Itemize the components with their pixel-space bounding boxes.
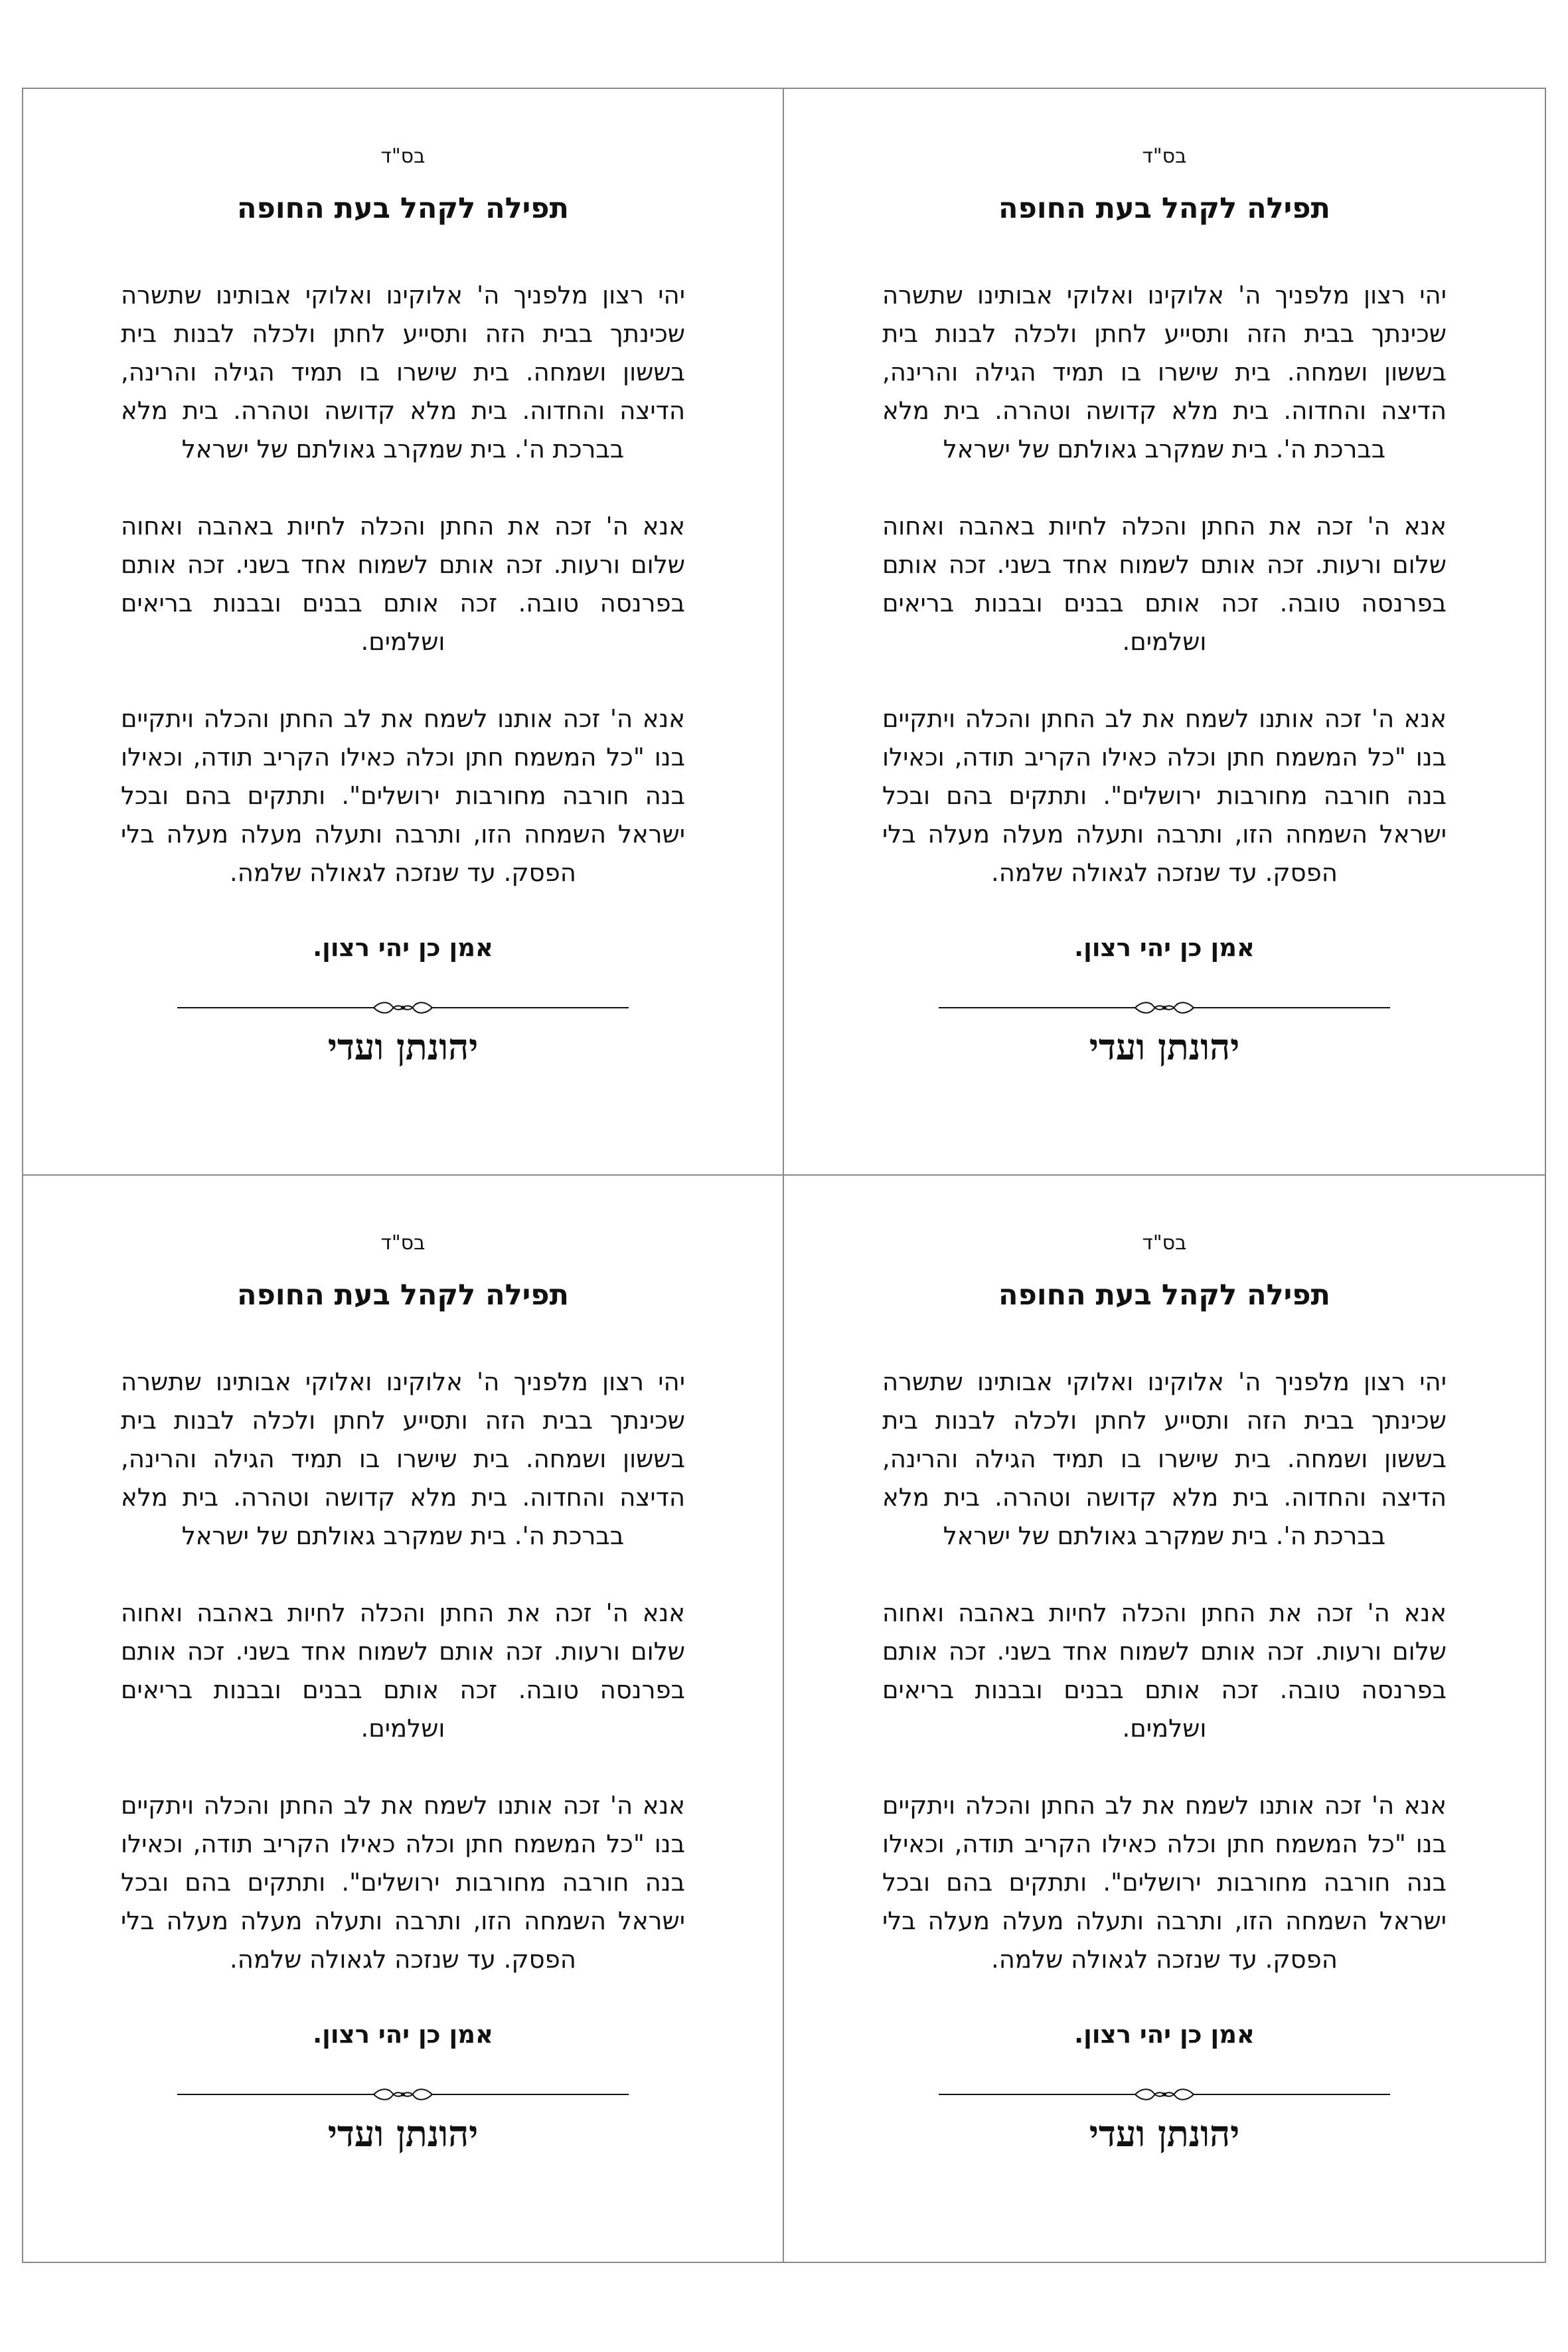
prayer-card-bottom-right bbox=[784, 1176, 1545, 2262]
amen-line: אמן כן יהי רצון. bbox=[1074, 933, 1255, 962]
couple-names: יהונתן ועדי bbox=[327, 2112, 479, 2155]
amen-line: אמן כן יהי רצון. bbox=[313, 933, 493, 962]
amen-line: אמן כן יהי רצון. bbox=[1074, 2019, 1255, 2049]
prayer-body bbox=[121, 276, 685, 892]
prayer-body bbox=[882, 1363, 1447, 1979]
card-title: תפילה לקהל בעת החופה bbox=[998, 1278, 1330, 1312]
prayer-paragraph-3: אנא ה' זכה אותנו לשמח את לב החתן והכלה ויתקיים בנו "כל המשמח חתן וכלה כאילו הקריב תודה, וכאילו בנה חורבה מחורבות ירושלים". ותתקים בהם ובכל ישראל השמחה הזו, ותרבה ותעלה מעלה מעלה בלי הפסק. עד שנזכה לגאולה שלמה. bbox=[882, 1790, 1447, 1974]
card-title: תפילה לקהל בעת החופה bbox=[998, 192, 1330, 225]
card-title: תפילה לקהל בעת החופה bbox=[237, 1278, 569, 1312]
prayer-paragraph-3: אנא ה' זכה אותנו לשמח את לב החתן והכלה ויתקיים בנו "כל המשמח חתן וכלה כאילו הקריב תודה, וכאילו בנה חורבה מחורבות ירושלים". ותתקים בהם ובכל ישראל השמחה הזו, ותרבה ותעלה מעלה מעלה בלי הפסק. עד שנזכה לגאולה שלמה. bbox=[121, 1790, 685, 1974]
bsd-header: בס"ד bbox=[1142, 1231, 1187, 1255]
prayer-paragraph-2: אנא ה' זכה את החתן והכלה לחיות באהבה ואחוה שלום ורעות. זכה אותם לשמוח אחד בשני. זכה אותם בפרנסה טובה. זכה אותם בבנים ובבנות בריאים ושלמים. bbox=[882, 512, 1447, 656]
prayer-paragraph-1: יהי רצון מלפניך ה' אלוקינו ואלוקי אבותינו שתשרה שכינתך בבית הזה ותסייע לחתן ולכלה לבנות בית בששון ושמחה. בית שישרו בו תמיד הגילה והרינה, הדיצה והחדוה. בית מלא קדושה וטהרה. בית מלא בברכת ה'. בית שמקרב גאולתם של ישראל bbox=[882, 1367, 1447, 1550]
prayer-paragraph-2: אנא ה' זכה את החתן והכלה לחיות באהבה ואחוה שלום ורעות. זכה אותם לשמוח אחד בשני. זכה אותם בפרנסה טובה. זכה אותם בבנים ובבנות בריאים ושלמים. bbox=[882, 1598, 1447, 1743]
prayer-card-top-right bbox=[784, 89, 1545, 1176]
prayer-body bbox=[882, 276, 1447, 892]
ornamental-divider-icon bbox=[177, 994, 629, 1021]
prayer-body bbox=[121, 1363, 685, 1979]
prayer-paragraph-2: אנא ה' זכה את החתן והכלה לחיות באהבה ואחוה שלום ורעות. זכה אותם לשמוח אחד בשני. זכה אותם בפרנסה טובה. זכה אותם בבנים ובבנות בריאים ושלמים. bbox=[121, 512, 685, 656]
ornamental-divider-icon bbox=[177, 2081, 629, 2108]
amen-line: אמן כן יהי רצון. bbox=[313, 2019, 493, 2049]
prayer-paragraph-2: אנא ה' זכה את החתן והכלה לחיות באהבה ואחוה שלום ורעות. זכה אותם לשמוח אחד בשני. זכה אותם בפרנסה טובה. זכה אותם בבנים ובבנות בריאים ושלמים. bbox=[121, 1598, 685, 1743]
prayer-paragraph-1: יהי רצון מלפניך ה' אלוקינו ואלוקי אבותינו שתשרה שכינתך בבית הזה ותסייע לחתן ולכלה לבנות בית בששון ושמחה. בית שישרו בו תמיד הגילה והרינה, הדיצה והחדוה. בית מלא קדושה וטהרה. בית מלא בברכת ה'. בית שמקרב גאולתם של ישראל bbox=[121, 1367, 685, 1550]
bsd-header: בס"ד bbox=[380, 1231, 426, 1255]
prayer-paragraph-3: אנא ה' זכה אותנו לשמח את לב החתן והכלה ויתקיים בנו "כל המשמח חתן וכלה כאילו הקריב תודה, וכאילו בנה חורבה מחורבות ירושלים". ותתקים בהם ובכל ישראל השמחה הזו, ותרבה ותעלה מעלה מעלה בלי הפסק. עד שנזכה לגאולה שלמה. bbox=[121, 704, 685, 887]
prayer-paragraph-1: יהי רצון מלפניך ה' אלוקינו ואלוקי אבותינו שתשרה שכינתך בבית הזה ותסייע לחתן ולכלה לבנות בית בששון ושמחה. בית שישרו בו תמיד הגילה והרינה, הדיצה והחדוה. בית מלא קדושה וטהרה. בית מלא בברכת ה'. בית שמקרב גאולתם של ישראל bbox=[882, 281, 1447, 463]
couple-names: יהונתן ועדי bbox=[1089, 1026, 1240, 1068]
prayer-card-top-left bbox=[23, 89, 784, 1176]
couple-names: יהונתן ועדי bbox=[1089, 2112, 1240, 2155]
prayer-paragraph-3: אנא ה' זכה אותנו לשמח את לב החתן והכלה ויתקיים בנו "כל המשמח חתן וכלה כאילו הקריב תודה, וכאילו בנה חורבה מחורבות ירושלים". ותתקים בהם ובכל ישראל השמחה הזו, ותרבה ותעלה מעלה מעלה בלי הפסק. עד שנזכה לגאולה שלמה. bbox=[882, 704, 1447, 887]
prayer-paragraph-1: יהי רצון מלפניך ה' אלוקינו ואלוקי אבותינו שתשרה שכינתך בבית הזה ותסייע לחתן ולכלה לבנות בית בששון ושמחה. בית שישרו בו תמיד הגילה והרינה, הדיצה והחדוה. בית מלא קדושה וטהרה. בית מלא בברכת ה'. בית שמקרב גאולתם של ישראל bbox=[121, 281, 685, 463]
ornamental-divider-icon bbox=[939, 2081, 1390, 2108]
prayer-card-bottom-left bbox=[23, 1176, 784, 2262]
card-title: תפילה לקהל בעת החופה bbox=[237, 192, 569, 225]
ornamental-divider-icon bbox=[939, 994, 1390, 1021]
couple-names: יהונתן ועדי bbox=[327, 1026, 479, 1068]
bsd-header: בס"ד bbox=[380, 145, 426, 168]
bsd-header: בס"ד bbox=[1142, 145, 1187, 168]
card-sheet bbox=[22, 88, 1546, 2263]
